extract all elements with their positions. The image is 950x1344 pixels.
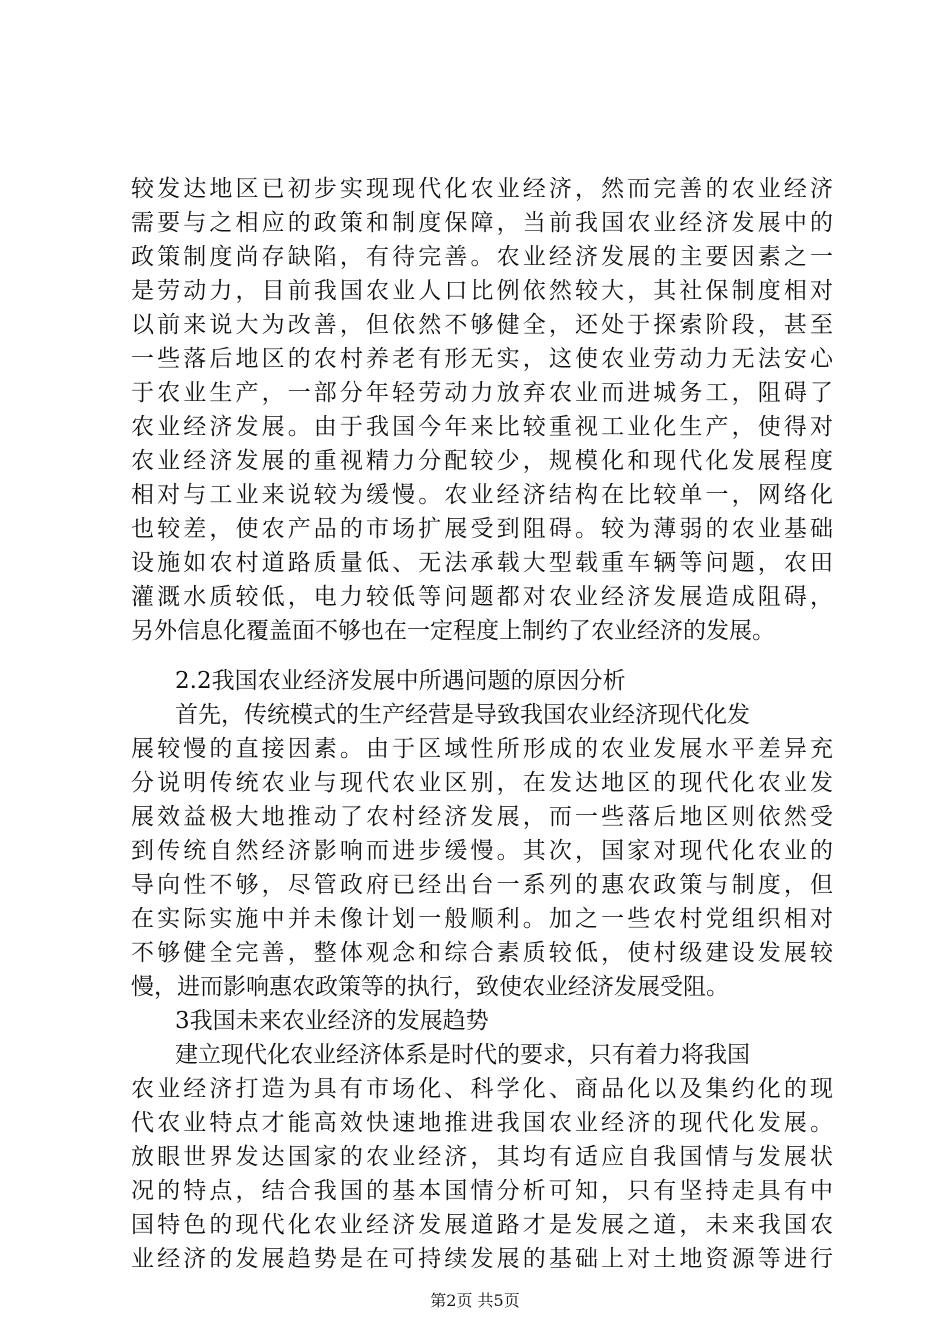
paragraph-2-line: 分说明传统农业与现代农业区别，在发达地区的现代化农业发 (131, 770, 833, 796)
paragraph-3-line: 建立现代化农业经济体系是时代的要求，只有着力将我国 (175, 1042, 750, 1068)
paragraph-1-line: 政策制度尚存缺陷，有待完善。农业经济发展的主要因素之一 (131, 244, 833, 270)
paragraph-2-line: 导向性不够，尽管政府已经出台一系列的惠农政策与制度，但 (131, 872, 833, 898)
paragraph-3-line: 农业经济打造为具有市场化、科学化、商品化以及集约化的现 (131, 1076, 833, 1102)
page-footer: 第2页 共5页 (430, 1291, 520, 1310)
paragraph-2-line: 到传统自然经济影响而进步缓慢。其次，国家对现代化农业的 (131, 838, 833, 864)
paragraph-1-line: 以前来说大为改善，但依然不够健全，还处于探索阶段，甚至 (131, 312, 833, 338)
paragraph-2-line: 慢，进而影响惠农政策等的执行，致使农业经济发展受阻。 (131, 974, 729, 1000)
paragraph-1-line: 农业经济发展。由于我国今年来比较重视工业化生产，使得对 (131, 414, 833, 440)
paragraph-3-line: 况的特点，结合我国的基本国情分析可知，只有坚持走具有中 (131, 1178, 833, 1204)
paragraph-3-line: 代农业特点才能高效快速地推进我国农业经济的现代化发展。 (131, 1110, 833, 1136)
paragraph-1-line: 也较差，使农产品的市场扩展受到阻碍。较为薄弱的农业基础 (131, 516, 833, 542)
section-heading: 2.2我国农业经济发展中所遇问题的原因分析 (175, 668, 626, 694)
paragraph-2-line: 展效益极大地推动了农村经济发展，而一些落后地区则依然受 (131, 804, 833, 830)
paragraph-1-line: 农业经济发展的重视精力分配较少，规模化和现代化发展程度 (131, 448, 833, 474)
paragraph-1-line: 设施如农村道路质量低、无法承载大型载重车辆等问题，农田 (131, 550, 833, 576)
paragraph-2-line: 不够健全完善，整体观念和综合素质较低，使村级建设发展较 (131, 940, 833, 966)
paragraph-2-line: 首先，传统模式的生产经营是导致我国农业经济现代化发 (175, 702, 750, 728)
paragraph-1-line: 于农业生产，一部分年轻劳动力放弃农业而进城务工，阻碍了 (131, 380, 833, 406)
section-heading: 3我国未来农业经济的发展趋势 (175, 1008, 489, 1034)
paragraph-1-line: 是劳动力，目前我国农业人口比例依然较大，其社保制度相对 (131, 278, 833, 304)
paragraph-3-line: 业经济的发展趋势是在可持续发展的基础上对土地资源等进行 (131, 1246, 833, 1272)
paragraph-3-line: 国特色的现代化农业经济发展道路才是发展之道，未来我国农 (131, 1212, 833, 1238)
paragraph-1-line: 相对与工业来说较为缓慢。农业经济结构在比较单一，网络化 (131, 482, 833, 508)
paragraph-3-line: 放眼世界发达国家的农业经济，其均有适应自我国情与发展状 (131, 1144, 833, 1170)
paragraph-2-line: 在实际实施中并未像计划一般顺利。加之一些农村党组织相对 (131, 906, 833, 932)
paragraph-1-line: 需要与之相应的政策和制度保障，当前我国农业经济发展中的 (131, 210, 833, 236)
paragraph-1-line: 另外信息化覆盖面不够也在一定程度上制约了农业经济的发展。 (131, 618, 775, 644)
paragraph-2-line: 展较慢的直接因素。由于区域性所形成的农业发展水平差异充 (131, 736, 833, 762)
paragraph-1-line: 灌溉水质较低，电力较低等问题都对农业经济发展造成阻碍， (131, 584, 833, 610)
paragraph-1-line: 较发达地区已初步实现现代化农业经济，然而完善的农业经济 (131, 176, 833, 202)
paragraph-1-line: 一些落后地区的农村养老有形无实，这使农业劳动力无法安心 (131, 346, 833, 372)
